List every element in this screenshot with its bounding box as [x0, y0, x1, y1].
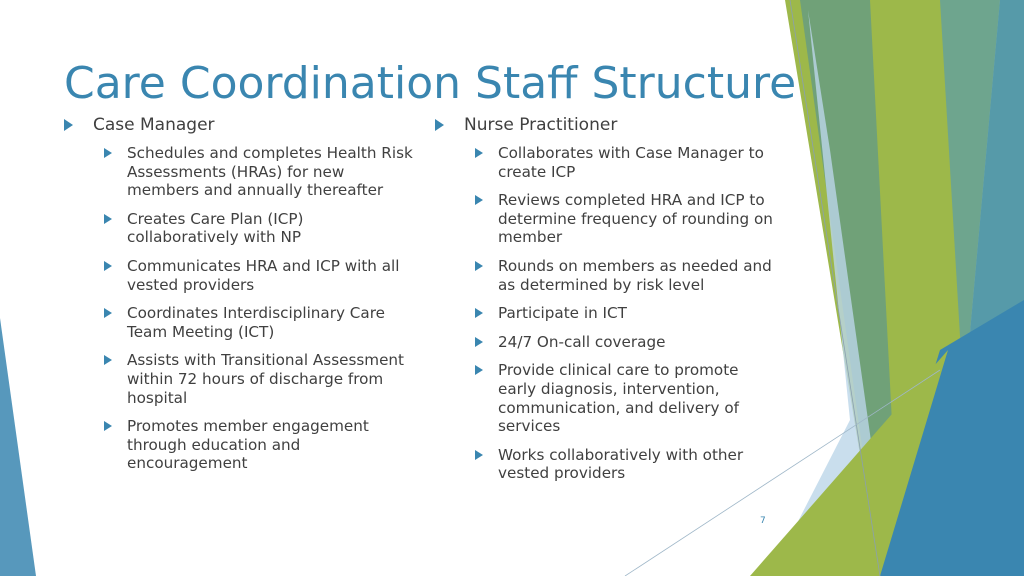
- page-number: 7: [760, 516, 766, 526]
- list-item: Schedules and completes Health Risk Assessments (HRAs) for new members and annually thereafter: [104, 144, 414, 200]
- list-item: Assists with Transitional Assessment within 72 hours of discharge from hospital: [104, 351, 414, 407]
- list-item: Collaborates with Case Manager to create ICP: [475, 144, 775, 181]
- bullet-arrow-icon: [475, 261, 483, 271]
- page-title: Care Coordination Staff Structure: [64, 58, 797, 109]
- case-manager-list: [64, 144, 414, 473]
- bullet-arrow-icon: [475, 365, 483, 375]
- bullet-arrow-icon: [104, 214, 112, 224]
- left-edge-facet: [0, 318, 36, 576]
- nurse-practitioner-heading: [435, 114, 775, 136]
- case-manager-heading-text: Case Manager: [93, 115, 215, 135]
- nurse-practitioner-heading-text: Nurse Practitioner: [464, 115, 618, 135]
- list-item: Promotes member engagement through education and encouragement: [104, 417, 414, 473]
- bullet-arrow-icon: [475, 148, 483, 158]
- nurse-practitioner-list: [435, 144, 775, 483]
- bullet-arrow-icon: [475, 308, 483, 318]
- bullet-arrow-icon: [104, 148, 112, 158]
- case-manager-column: [64, 114, 414, 483]
- list-item: Works collaboratively with other vested providers: [475, 446, 775, 483]
- bullet-arrow-icon: [475, 450, 483, 460]
- bullet-arrow-icon: [104, 355, 112, 365]
- list-item: Creates Care Plan (ICP) collaboratively with NP: [104, 210, 414, 247]
- list-item: Participate in ICT: [475, 304, 775, 323]
- bullet-arrow-icon: [104, 308, 112, 318]
- list-item: Reviews completed HRA and ICP to determine frequency of rounding on member: [475, 191, 775, 247]
- case-manager-heading: [64, 114, 414, 136]
- bullet-arrow-icon: [104, 261, 112, 271]
- bullet-arrow-icon: [64, 119, 73, 131]
- list-item: Coordinates Interdisciplinary Care Team Meeting (ICT): [104, 304, 414, 341]
- bullet-arrow-icon: [435, 119, 444, 131]
- list-item: Communicates HRA and ICP with all vested providers: [104, 257, 414, 294]
- nurse-practitioner-column: [435, 114, 775, 493]
- list-item: 24/7 On-call coverage: [475, 333, 775, 352]
- bullet-arrow-icon: [475, 337, 483, 347]
- bullet-arrow-icon: [475, 195, 483, 205]
- list-item: Rounds on members as needed and as determined by risk level: [475, 257, 775, 294]
- bullet-arrow-icon: [104, 421, 112, 431]
- list-item: Provide clinical care to promote early diagnosis, intervention, communication, and delivery of services: [475, 361, 775, 435]
